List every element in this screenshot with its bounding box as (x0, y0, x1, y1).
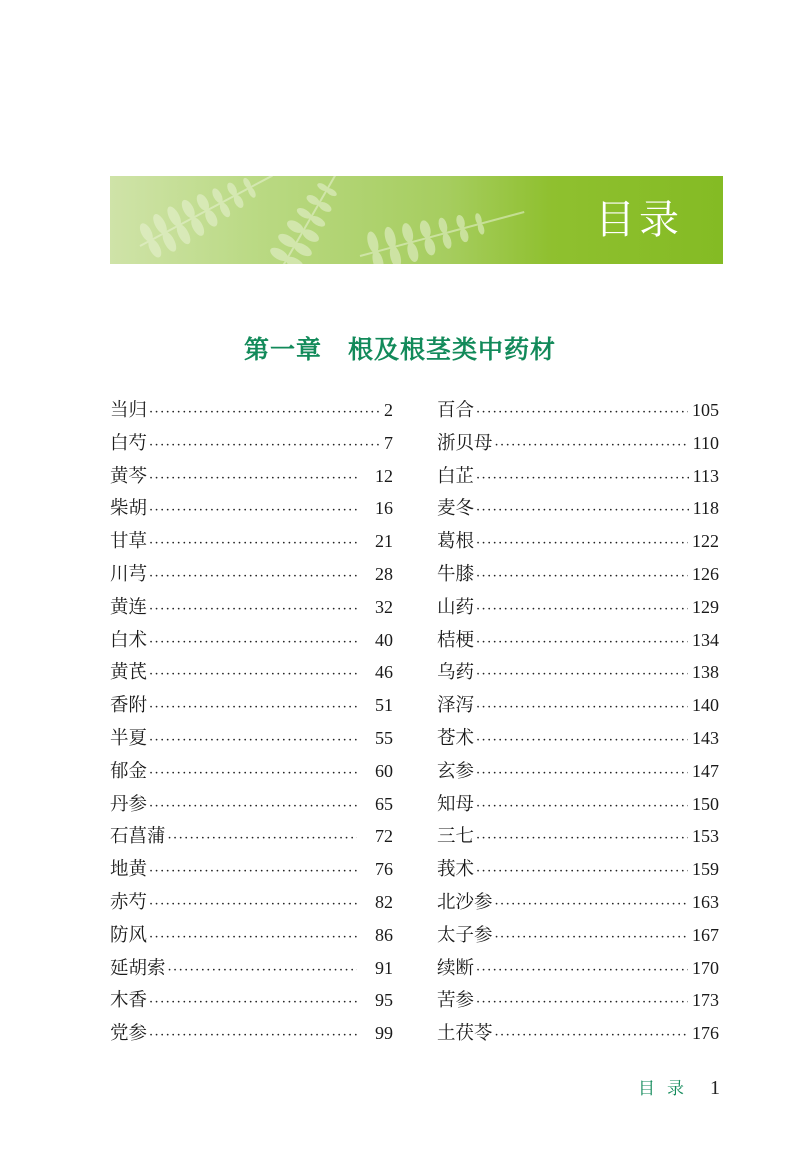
leader-dots (149, 692, 357, 725)
toc-entry[interactable] (110, 591, 393, 624)
leader-dots (476, 791, 688, 824)
toc-entry[interactable] (110, 984, 393, 1017)
toc-entry[interactable] (437, 722, 719, 755)
header-banner (110, 176, 723, 264)
leader-dots (476, 856, 688, 889)
toc-entry-page: 159 (692, 859, 719, 880)
toc-entry-page: 110 (692, 432, 719, 453)
toc-entry-page: 12 (375, 465, 393, 486)
toc-entry-name: 当归 (110, 400, 148, 421)
toc-entry-name: 玄参 (437, 760, 475, 782)
page-number: 1 (710, 1077, 720, 1099)
toc-entry-page: 113 (692, 465, 719, 486)
toc-entry-page: 129 (692, 596, 719, 617)
toc-entry[interactable] (110, 624, 393, 657)
toc-entry-page: 60 (375, 760, 393, 781)
toc-entry[interactable] (437, 853, 719, 886)
leader-dots (149, 758, 357, 791)
toc-entry-name: 柴胡 (110, 498, 148, 520)
toc-entry[interactable] (437, 427, 719, 460)
toc-entry[interactable] (437, 394, 719, 427)
toc-entry-name: 黄连 (110, 596, 148, 618)
leader-dots (149, 495, 357, 528)
leader-dots (149, 1020, 357, 1053)
toc-entry-page: 163 (692, 891, 719, 912)
toc-entry[interactable] (437, 788, 719, 821)
toc-entry[interactable] (110, 689, 393, 722)
leader-dots (476, 823, 688, 856)
toc-entry-name: 土茯苓 (437, 1023, 493, 1045)
leader-dots (149, 725, 357, 758)
leader-dots (476, 495, 689, 528)
toc-entry[interactable] (437, 919, 719, 952)
toc-entry-page: 153 (692, 826, 719, 847)
toc-entry-name: 黄芩 (110, 465, 148, 487)
leader-dots (149, 430, 379, 463)
toc-entry-name: 川芎 (110, 563, 148, 585)
leader-dots (476, 955, 688, 988)
toc-entry-name: 乌药 (437, 662, 475, 684)
toc-entry-page: 173 (692, 990, 719, 1011)
toc-entry-page: 126 (692, 563, 719, 584)
toc-entry-page: 72 (375, 826, 393, 847)
leader-dots (149, 528, 357, 561)
toc-entry-name: 牛膝 (437, 563, 475, 585)
leader-dots (149, 561, 357, 594)
leader-dots (476, 692, 688, 725)
toc-entry-name: 苍术 (437, 727, 475, 749)
leader-dots (476, 594, 688, 627)
toc-entry-page: 82 (375, 891, 393, 912)
toc-entry[interactable] (110, 427, 393, 460)
toc-entry-name: 郁金 (110, 760, 148, 782)
toc-entry-page: 65 (375, 793, 393, 814)
toc-entry-page: 140 (692, 695, 719, 716)
leader-dots (149, 791, 357, 824)
toc-entry-name: 党参 (110, 1023, 148, 1045)
toc-entry-page: 16 (375, 498, 393, 519)
toc-entry[interactable] (437, 886, 719, 919)
toc-entry[interactable] (110, 788, 393, 821)
leader-dots (149, 397, 379, 430)
toc-entry[interactable] (110, 460, 393, 493)
toc-entry[interactable] (110, 853, 393, 886)
toc-entry-name: 知母 (437, 793, 475, 815)
toc-entry-page: 150 (692, 793, 719, 814)
toc-entry-page: 134 (692, 629, 719, 650)
toc-entry[interactable] (437, 656, 719, 689)
leader-dots (495, 889, 688, 922)
toc-entry-name: 莪术 (437, 859, 475, 881)
toc-entry-name: 三七 (437, 826, 475, 848)
toc-entry-page: 176 (692, 1023, 719, 1044)
toc-entry-page: 143 (692, 727, 719, 748)
page-footer (638, 1074, 720, 1100)
toc-entry[interactable] (110, 886, 393, 919)
toc-entry[interactable] (110, 722, 393, 755)
toc-entry-page: 91 (375, 957, 393, 978)
toc-entry[interactable] (110, 525, 393, 558)
toc-entry-page: 32 (375, 596, 393, 617)
leader-dots (149, 856, 357, 889)
toc-entry-page: 147 (692, 760, 719, 781)
toc-entry[interactable] (110, 492, 393, 525)
toc-entry-name: 香附 (110, 695, 148, 717)
leader-dots (149, 889, 357, 922)
toc-entry[interactable] (437, 525, 719, 558)
toc-entry[interactable] (437, 689, 719, 722)
toc-entry-name: 葛根 (437, 531, 475, 553)
leader-dots (476, 397, 688, 430)
toc-entry-name: 甘草 (110, 531, 148, 553)
toc-entry-name: 防风 (110, 924, 148, 946)
toc-entry-page: 40 (375, 629, 393, 650)
toc-entry-name: 丹参 (110, 793, 148, 815)
banner-title: 目录 (595, 197, 683, 243)
toc-entry-name: 白术 (110, 629, 148, 651)
toc-entry[interactable] (437, 624, 719, 657)
leader-dots (476, 725, 688, 758)
toc-entry-name: 太子参 (437, 924, 493, 946)
toc-entry[interactable] (437, 591, 719, 624)
toc-entry-page: 28 (375, 563, 393, 584)
toc-entry-name: 赤芍 (110, 891, 148, 913)
leader-dots (476, 659, 688, 692)
toc-entry[interactable] (110, 1017, 393, 1050)
toc-entry-page: 167 (692, 924, 719, 945)
toc-entry-name: 白芍 (110, 432, 148, 454)
toc-entry-name: 山药 (437, 596, 475, 618)
leader-dots (149, 594, 357, 627)
leader-dots (495, 922, 688, 955)
toc-entry-page: 2 (384, 400, 393, 420)
toc-entry[interactable] (437, 492, 719, 525)
leader-dots (149, 627, 357, 660)
toc-entry-page: 170 (692, 957, 719, 978)
toc-entry[interactable] (437, 952, 719, 985)
toc-entry-name: 石菖蒲 (110, 826, 166, 848)
toc-entry-name: 浙贝母 (437, 432, 493, 454)
toc-entry-name: 北沙参 (437, 891, 493, 913)
toc-entry[interactable] (110, 394, 393, 427)
toc-entry[interactable] (437, 1017, 719, 1050)
toc-entry[interactable] (437, 755, 719, 788)
leader-dots (168, 955, 357, 988)
toc-entry-page: 76 (375, 859, 393, 880)
toc-entry-page: 118 (692, 498, 719, 519)
toc-entry-page: 7 (384, 432, 393, 453)
toc-entry-name: 地黄 (110, 859, 148, 881)
toc-entry-name: 黄芪 (110, 662, 148, 684)
toc-entry[interactable] (110, 558, 393, 591)
leader-dots (476, 987, 688, 1020)
toc-entry-page: 86 (375, 924, 393, 945)
toc-entry-page: 99 (375, 1023, 393, 1044)
toc-entry-page: 105 (692, 400, 719, 420)
toc-entry[interactable] (437, 460, 719, 493)
leader-dots (149, 922, 357, 955)
toc-entry[interactable] (437, 820, 719, 853)
toc-entry-page: 138 (692, 662, 719, 683)
toc-entry-page: 55 (375, 727, 393, 748)
leader-dots (149, 463, 357, 496)
toc-entry[interactable] (110, 755, 393, 788)
toc-entry-name: 续断 (437, 957, 475, 979)
toc-entry-page: 51 (375, 695, 393, 716)
leader-dots (149, 987, 357, 1020)
toc-left-column (110, 394, 393, 1050)
leader-dots (476, 528, 688, 561)
toc-entry-name: 木香 (110, 990, 148, 1012)
toc-entry[interactable] (110, 820, 393, 853)
toc-entry[interactable] (110, 656, 393, 689)
toc-entry-name: 百合 (437, 400, 475, 421)
toc-entry-name: 白芷 (437, 465, 475, 487)
chapter-title: 第一章 根及根茎类中药材 (243, 335, 556, 364)
toc-entry-name: 延胡索 (110, 957, 166, 979)
leader-dots (495, 1020, 688, 1053)
toc-entry-name: 半夏 (110, 727, 148, 749)
toc-entry[interactable] (110, 952, 393, 985)
toc-entry[interactable] (437, 558, 719, 591)
leader-dots (476, 627, 688, 660)
toc-entry-page: 46 (375, 662, 393, 683)
toc-entry[interactable] (110, 919, 393, 952)
leader-dots (476, 758, 688, 791)
leader-dots (476, 561, 688, 594)
toc-entry-page: 95 (375, 990, 393, 1011)
toc-entry-name: 麦冬 (437, 498, 475, 520)
leader-dots (149, 659, 357, 692)
toc-entry-name: 桔梗 (437, 629, 475, 651)
toc-entry-page: 122 (692, 531, 719, 552)
toc-entry-name: 泽泻 (437, 695, 475, 717)
footer-section-label: 目录 (638, 1079, 696, 1099)
toc-entry-page: 21 (375, 531, 393, 552)
toc-entry-name: 苦参 (437, 990, 475, 1012)
leader-dots (495, 430, 689, 463)
leader-dots (168, 823, 357, 856)
leader-dots (476, 463, 689, 496)
toc-entry[interactable] (437, 984, 719, 1017)
toc-right-column (437, 394, 719, 1050)
